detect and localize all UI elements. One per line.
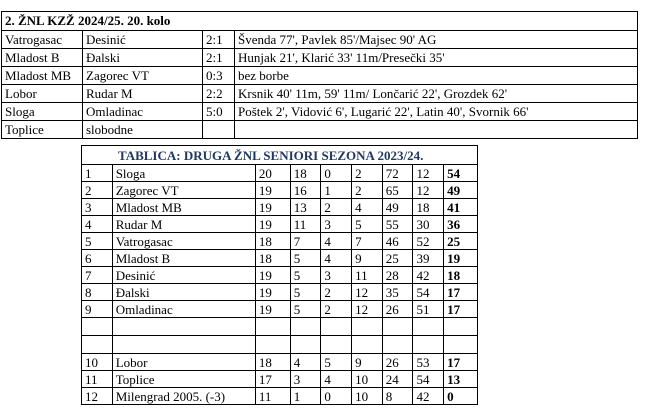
goals-for-cell: 46 — [382, 233, 413, 250]
played-cell: 18 — [255, 250, 290, 267]
team-cell: Rudar M — [112, 216, 255, 233]
away-team-cell: slobodne — [83, 121, 203, 139]
empty-cell — [352, 318, 383, 336]
draws-cell: 4 — [321, 250, 352, 267]
points-cell: 36 — [444, 216, 478, 233]
home-team-cell: Mladost B — [2, 49, 83, 67]
team-cell: Lobor — [112, 354, 255, 371]
goals-against-cell: 52 — [413, 233, 444, 250]
points-cell: 17 — [444, 301, 478, 318]
standings-row — [82, 182, 478, 199]
home-team-cell: Sloga — [2, 103, 83, 121]
draws-cell: 3 — [321, 216, 352, 233]
losses-cell: 11 — [352, 267, 383, 284]
points-cell: 19 — [444, 250, 478, 267]
empty-cell — [352, 336, 383, 354]
played-cell: 19 — [255, 216, 290, 233]
wins-cell: 13 — [290, 199, 321, 216]
wins-cell: 1 — [290, 388, 321, 405]
goals-for-cell: 55 — [382, 216, 413, 233]
standings-row — [82, 165, 478, 182]
points-cell: 25 — [444, 233, 478, 250]
standings-row — [82, 199, 478, 216]
home-team-cell: Vatrogasac — [2, 31, 83, 49]
team-cell: Sloga — [112, 165, 255, 182]
played-cell: 18 — [255, 354, 290, 371]
played-cell: 19 — [255, 267, 290, 284]
team-cell: Mladost B — [112, 250, 255, 267]
empty-cell — [255, 336, 290, 354]
losses-cell: 9 — [352, 250, 383, 267]
empty-cell — [382, 336, 413, 354]
goals-for-cell: 49 — [382, 199, 413, 216]
wins-cell: 3 — [290, 371, 321, 388]
standings-row — [82, 216, 478, 233]
standings-row — [82, 354, 478, 371]
score-cell — [203, 121, 235, 139]
empty-row — [82, 318, 478, 336]
empty-cell — [255, 318, 290, 336]
standings-table — [81, 145, 478, 405]
result-row — [2, 67, 638, 85]
team-cell: Omladinac — [112, 301, 255, 318]
losses-cell: 2 — [352, 165, 383, 182]
wins-cell: 4 — [290, 354, 321, 371]
goals-for-cell: 26 — [382, 354, 413, 371]
losses-cell: 10 — [352, 371, 383, 388]
wins-cell: 11 — [290, 216, 321, 233]
draws-cell: 1 — [321, 182, 352, 199]
played-cell: 19 — [255, 284, 290, 301]
scorers-cell — [235, 121, 638, 139]
team-cell: Mladost MB — [112, 199, 255, 216]
empty-cell — [112, 318, 255, 336]
scorers-cell: Poštek 2', Vidović 6', Lugarić 22', Latin 40', Svornik 66' — [235, 103, 638, 121]
score-cell: 5:0 — [203, 103, 235, 121]
played-cell: 19 — [255, 182, 290, 199]
empty-cell — [444, 318, 478, 336]
team-cell: Vatrogasac — [112, 233, 255, 250]
empty-cell — [82, 336, 113, 354]
goals-against-cell: 53 — [413, 354, 444, 371]
goals-for-cell: 28 — [382, 267, 413, 284]
away-team-cell: Omladinac — [83, 103, 203, 121]
away-team-cell: Đalski — [83, 49, 203, 67]
wins-cell: 5 — [290, 267, 321, 284]
played-cell: 19 — [255, 199, 290, 216]
draws-cell: 3 — [321, 267, 352, 284]
empty-cell — [382, 318, 413, 336]
position-cell: 10 — [82, 354, 113, 371]
losses-cell: 5 — [352, 216, 383, 233]
goals-for-cell: 24 — [382, 371, 413, 388]
points-cell: 54 — [444, 165, 478, 182]
draws-cell: 5 — [321, 354, 352, 371]
draws-cell: 0 — [321, 165, 352, 182]
empty-cell — [82, 318, 113, 336]
points-cell: 13 — [444, 371, 478, 388]
scorers-cell: Švenda 77', Pavlek 85'/Majsec 90' AG — [235, 31, 638, 49]
position-cell: 4 — [82, 216, 113, 233]
goals-against-cell: 42 — [413, 267, 444, 284]
position-cell: 1 — [82, 165, 113, 182]
standings-row — [82, 388, 478, 405]
losses-cell: 4 — [352, 199, 383, 216]
goals-against-cell: 54 — [413, 284, 444, 301]
points-cell: 49 — [444, 182, 478, 199]
goals-against-cell: 18 — [413, 199, 444, 216]
results-title-row — [2, 12, 638, 31]
score-cell: 0:3 — [203, 67, 235, 85]
losses-cell: 2 — [352, 182, 383, 199]
results-title: 2. ŽNL KZŽ 2024/25. 20. kolo — [2, 12, 638, 31]
wins-cell: 18 — [290, 165, 321, 182]
goals-for-cell: 35 — [382, 284, 413, 301]
points-cell: 17 — [444, 354, 478, 371]
home-team-cell: Lobor — [2, 85, 83, 103]
scorers-cell: bez borbe — [235, 67, 638, 85]
draws-cell: 2 — [321, 199, 352, 216]
played-cell: 19 — [255, 301, 290, 318]
position-cell: 8 — [82, 284, 113, 301]
position-cell: 12 — [82, 388, 113, 405]
standings-row — [82, 233, 478, 250]
played-cell: 11 — [255, 388, 290, 405]
standings-title: TABLICA: DRUGA ŽNL SENIORI SEZONA 2023/24. — [82, 146, 478, 165]
points-cell: 18 — [444, 267, 478, 284]
goals-against-cell: 12 — [413, 182, 444, 199]
draws-cell: 2 — [321, 284, 352, 301]
result-row — [2, 121, 638, 139]
position-cell: 6 — [82, 250, 113, 267]
away-team-cell: Rudar M — [83, 85, 203, 103]
losses-cell: 7 — [352, 233, 383, 250]
empty-cell — [112, 336, 255, 354]
wins-cell: 5 — [290, 250, 321, 267]
played-cell: 17 — [255, 371, 290, 388]
goals-for-cell: 65 — [382, 182, 413, 199]
goals-against-cell: 12 — [413, 165, 444, 182]
losses-cell: 9 — [352, 354, 383, 371]
played-cell: 20 — [255, 165, 290, 182]
standings-row — [82, 250, 478, 267]
result-row — [2, 85, 638, 103]
team-cell: Đalski — [112, 284, 255, 301]
draws-cell: 4 — [321, 233, 352, 250]
goals-for-cell: 26 — [382, 301, 413, 318]
score-cell: 2:1 — [203, 31, 235, 49]
points-cell: 17 — [444, 284, 478, 301]
empty-cell — [413, 336, 444, 354]
standings-row — [82, 301, 478, 318]
result-row — [2, 103, 638, 121]
wins-cell: 5 — [290, 284, 321, 301]
losses-cell: 12 — [352, 284, 383, 301]
position-cell: 7 — [82, 267, 113, 284]
empty-cell — [444, 336, 478, 354]
losses-cell: 10 — [352, 388, 383, 405]
score-cell: 2:2 — [203, 85, 235, 103]
scorers-cell: Krsnik 40' 11m, 59' 11m/ Lončarić 22', Grozdek 62' — [235, 85, 638, 103]
draws-cell: 0 — [321, 388, 352, 405]
wins-cell: 5 — [290, 301, 321, 318]
goals-against-cell: 42 — [413, 388, 444, 405]
scorers-cell: Hunjak 21', Klarić 33' 11m/Presečki 35' — [235, 49, 638, 67]
position-cell: 9 — [82, 301, 113, 318]
goals-against-cell: 39 — [413, 250, 444, 267]
goals-for-cell: 25 — [382, 250, 413, 267]
result-row — [2, 31, 638, 49]
standings-row — [82, 284, 478, 301]
wins-cell: 16 — [290, 182, 321, 199]
empty-cell — [290, 336, 321, 354]
away-team-cell: Desinić — [83, 31, 203, 49]
goals-against-cell: 30 — [413, 216, 444, 233]
team-cell: Toplice — [112, 371, 255, 388]
empty-row — [82, 336, 478, 354]
position-cell: 3 — [82, 199, 113, 216]
losses-cell: 12 — [352, 301, 383, 318]
wins-cell: 7 — [290, 233, 321, 250]
position-cell: 2 — [82, 182, 113, 199]
away-team-cell: Zagorec VT — [83, 67, 203, 85]
home-team-cell: Mladost MB — [2, 67, 83, 85]
points-cell: 0 — [444, 388, 478, 405]
empty-cell — [413, 318, 444, 336]
empty-cell — [321, 318, 352, 336]
score-cell: 2:1 — [203, 49, 235, 67]
played-cell: 18 — [255, 233, 290, 250]
goals-against-cell: 51 — [413, 301, 444, 318]
draws-cell: 2 — [321, 301, 352, 318]
standings-row — [82, 371, 478, 388]
standings-title-row — [82, 146, 478, 165]
points-cell: 41 — [444, 199, 478, 216]
draws-cell: 4 — [321, 371, 352, 388]
home-team-cell: Toplice — [2, 121, 83, 139]
goals-for-cell: 8 — [382, 388, 413, 405]
empty-cell — [290, 318, 321, 336]
team-cell: Desinić — [112, 267, 255, 284]
team-cell: Milengrad 2005. (-3) — [112, 388, 255, 405]
goals-for-cell: 72 — [382, 165, 413, 182]
position-cell: 5 — [82, 233, 113, 250]
empty-cell — [321, 336, 352, 354]
standings-row — [82, 267, 478, 284]
position-cell: 11 — [82, 371, 113, 388]
goals-against-cell: 54 — [413, 371, 444, 388]
team-cell: Zagorec VT — [112, 182, 255, 199]
round-results-table — [1, 11, 638, 139]
result-row — [2, 49, 638, 67]
